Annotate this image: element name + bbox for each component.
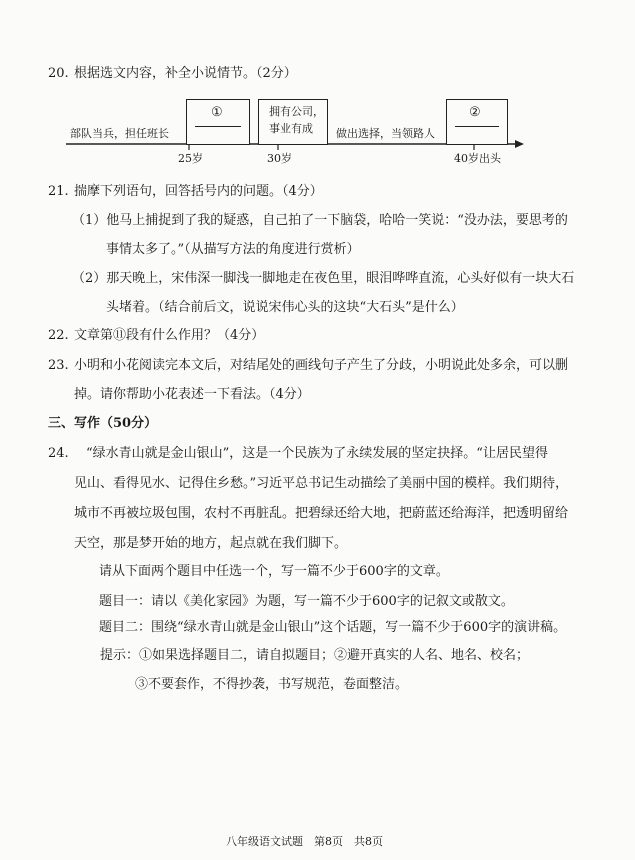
q23-line1: 小明和小花阅读完本文后，对结尾处的画线句子产生了分歧，小明说此处多余，可以删 [74, 358, 569, 373]
q20-text: 根据选文内容，补全小说情节。（2分） [74, 66, 297, 81]
box-mid-line1: 拥有公司， [269, 105, 324, 118]
timeline-left-label: 部队当兵，担任班长 [70, 127, 169, 140]
tick-40: 40岁出头 [454, 152, 501, 165]
box2-blank-line [455, 126, 499, 127]
q21-text: 揣摩下列语句，回答括号内的问题。（4分） [74, 184, 323, 199]
q23-number: 23. [48, 358, 69, 373]
q20-number: 20. [48, 66, 69, 81]
q21-item1-line1: （1）他马上捕捉到了我的疑惑，自己拍了一下脑袋，哈哈一笑说：“没办法，要思考的 [72, 213, 568, 228]
q24-para-line2: 见山、看得见水、记得住乡愁。”习近平总书记生动描绘了美丽中国的模样。我们期待， [74, 476, 569, 491]
timeline-box-mid [258, 99, 328, 145]
q21-item2-line2: 头堵着。（结合前后文，说说宋伟心头的这块“大石头”是什么） [106, 300, 464, 315]
box2-marker: ② [469, 105, 481, 120]
tick-25: 25岁 [178, 152, 203, 165]
tick-30: 30岁 [267, 152, 292, 165]
q24-tip2: ③不要套作，不得抄袭，书写规范，卷面整洁。 [135, 677, 409, 692]
timeline-box-2 [446, 99, 508, 145]
q24-number: 24. [48, 446, 69, 461]
box1-blank-line [195, 126, 241, 127]
box-mid-line2: 事业有成 [269, 122, 313, 135]
q24-topic2: 题目二：围绕“绿水青山就是金山银山”这个话题，写一篇不少于600字的演讲稿。 [99, 620, 567, 635]
q21-number: 21. [48, 184, 69, 199]
section3-title: 三、写作（50分） [48, 416, 158, 431]
page-footer: 八年级语文试题 第8页 共8页 [226, 835, 383, 848]
q24-tip1: 提示：①如果选择题目二，请自拟题目；②避开真实的人名、地名、校名； [100, 648, 530, 663]
q24-para-line1: “绿水青山就是金山银山”，这是一个民族为了永续发展的坚定抉择。“让居民望得 [86, 446, 548, 461]
timeline-box-1 [186, 99, 250, 145]
q22-text: 文章第⑪段有什么作用？（4分） [74, 328, 265, 343]
q23-line2: 掉。请你帮助小花表述一下看法。（4分） [74, 387, 310, 402]
q24-instruction: 请从下面两个题目中任选一个，写一篇不少于600字的文章。 [99, 564, 449, 579]
q22-number: 22. [48, 328, 69, 343]
q24-topic1: 题目一：请以《美化家园》为题，写一篇不少于600字的记叙文或散文。 [99, 594, 514, 609]
q24-para-line3: 城市不再被垃圾包围，农村不再脏乱。把碧绿还给大地，把蔚蓝还给海洋，把透明留给 [74, 506, 569, 521]
q24-para-line4: 天空，那是梦开始的地方，起点就在我们脚下。 [74, 536, 348, 551]
box1-marker: ① [211, 105, 223, 120]
q21-item1-line2: 事情太多了。”（从描写方法的角度进行赏析） [106, 242, 360, 257]
q21-item2-line1: （2）那天晚上，宋伟深一脚浅一脚地走在夜色里，眼泪哗哗直流，心头好似有一块大石 [72, 271, 575, 286]
timeline-right-label: 做出选择，当领路人 [336, 127, 435, 140]
